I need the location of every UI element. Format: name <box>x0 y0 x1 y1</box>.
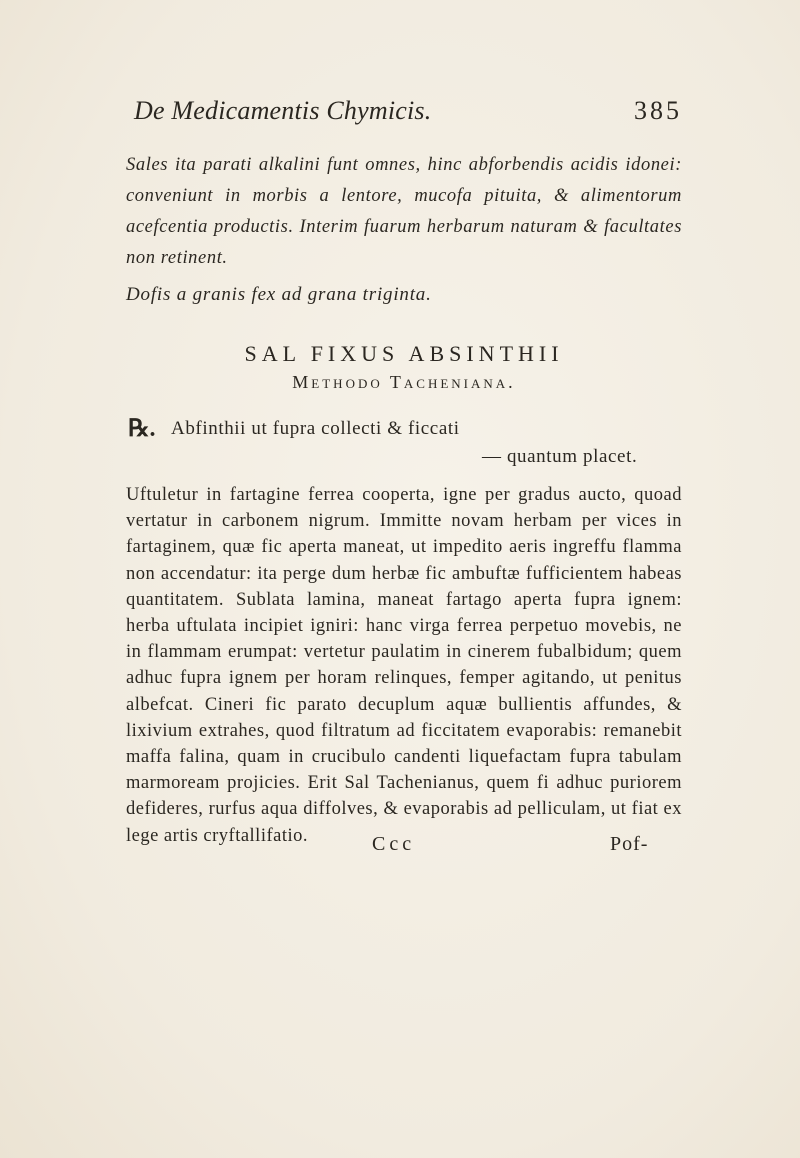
running-title: De Medicamentis Chymicis. <box>134 96 432 125</box>
recipe-quantity: — quantum placet. <box>482 446 638 467</box>
section-title: SAL FIXUS ABSINTHII <box>244 341 564 366</box>
page-number: 385 <box>634 96 682 125</box>
recipe-symbol: ℞. <box>128 416 156 442</box>
running-head <box>126 96 682 132</box>
intro-paragraph: Sales ita parati alkalini funt omnes, hinc abforbendis acidis idonei: conveniunt in morbis a lentore, mucofa pituita, & alimentorum acefcentia productis. Interim fuarum herbarum naturam & facultates non retinent. <box>126 155 682 268</box>
recipe-ingredient: Abfinthii ut fupra collecti & ficcati <box>171 418 460 439</box>
dose-line: Dofis a granis fex ad grana triginta. <box>126 284 432 305</box>
signature-mark: Ccc <box>372 833 416 855</box>
body-paragraph: Uftuletur in fartagine ferrea cooperta, igne per gradus aucto, quoad vertatur in carbonem nigrum. Immitte novam herbam per vices in fartaginem, quæ fic aperta maneat, ut impedito aeris ingreffu flamma non accendatur: ita perge dum herbæ fic ambuftæ fufficientem habeas quantitatem. Sublata lamina, maneat fartago aperta fupra ignem: herba uftulata incipiet igniri: hanc virga ferrea perpetuo movebis, ne in flammam erumpat: vertetur paulatim in cinerem fubalbidum; quem adhuc fupra ignem per horam relinques, femper agitando, ut penitus albefcat. Cineri fic parato decuplum aquæ bullientis affundes, & lixivium extrahes, quod filtratum ad ficcitatem evaporabis: remanebit maffa falina, quam in crucibulo candenti liquefactam fupra tabulam marmoream projicies. Erit Sal Tachenianus, quem fi adhuc puriorem defideres, rurfus aqua diffolves, & evaporabis ad pelliculam, ut fiat ex lege artis cryftallifatio. <box>126 485 682 846</box>
section-subtitle: Methodo Tacheniana. <box>292 372 516 392</box>
catchword: Pof- <box>610 833 649 855</box>
